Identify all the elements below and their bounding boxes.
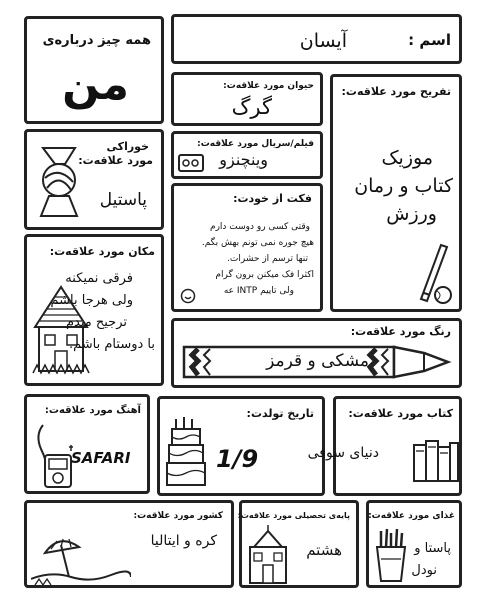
grade-label: پایه‌ی تحصیلی مورد علاقه‌ت: [237,511,350,520]
books-icon [412,439,460,483]
snack-box [24,129,164,230]
fact-line-5: ولی تاییم INTP عه [223,286,294,296]
song-value: SAFARI [71,449,131,467]
smiley-icon [180,288,196,304]
title-box [24,16,164,124]
title-subtitle: همه چیز درباره‌ی [42,33,151,48]
color-box [171,318,462,388]
place-label: مکان مورد علاقه‌ت: [49,245,155,258]
country-value: کره و ایتالیا [150,533,217,549]
food-label: غذای مورد علاقه‌ت: [368,511,455,521]
movie-box [171,131,323,179]
fact-line-2: هیچ جوره نمی تونم بهش بگم. [201,238,314,248]
country-label: کشور مورد علاقه‌ت: [133,511,223,521]
school-icon [246,525,290,587]
animal-label: حیوان مورد علاقه‌ت: [223,81,314,91]
fries-icon [373,527,409,583]
color-value: مشکی و قرمز [266,351,369,371]
birthday-label: تاریخ تولدت: [246,407,314,420]
name-box [171,14,462,64]
country-box [24,500,234,588]
baseball-icon [393,237,457,309]
food-line-1: پاستا و [414,541,451,556]
snack-value: پاستیل [99,190,147,210]
hobby-box [330,74,462,312]
fact-box [171,183,323,312]
title-big: من [62,59,129,110]
grade-value: هشتم [306,541,342,559]
book-value: دنیای سوفی [307,445,379,461]
hobby-line-2: کتاب و رمان [354,175,453,197]
fact-line-4: اکثرا فک میکنن برون گرام [215,270,314,280]
place-line-4: با دوستام باشم. [69,337,155,352]
color-label: رنگ مورد علاقه‌ت: [350,325,451,338]
food-line-2: نودل [411,563,437,578]
beach-icon [31,531,131,587]
place-box [24,234,164,386]
birthday-value: 1/9 [216,445,259,473]
place-line-1: فرقی نمیکنه [65,271,133,286]
fact-line-3: تنها ترسم از حشرات. [227,254,308,264]
birthday-box [157,396,325,496]
place-line-2: ولی هرجا باشم [50,293,133,308]
animal-value: گرگ [231,95,272,119]
book-label: کتاب مورد علاقه‌ت: [348,407,453,420]
fact-label: فکت از خودت: [233,192,312,205]
hobby-line-3: ورزش [386,203,437,225]
song-label: آهنگ مورد علاقه‌ت: [44,405,141,416]
place-line-3: ترجیح میدم [65,315,127,330]
song-box [24,394,150,494]
movie-label: فیلم/سریال مورد علاقه‌ت: [197,139,314,149]
snack-label-line2: مورد علاقه‌ت: [78,154,153,167]
animal-box [171,72,323,126]
snack-label-line1: خوراکی [106,140,149,153]
film-icon [178,152,204,174]
hobby-label: تفریح مورد علاقه‌ت: [341,85,451,98]
fact-line-1: وقتی کسی رو دوست دارم [210,222,310,232]
grade-box [239,500,359,588]
hobby-line-1: موزیک [381,147,433,169]
name-label: اسم : [408,31,451,49]
cake-icon [166,415,208,493]
movie-value: وینچنزو [219,150,268,169]
name-value: آیسان [299,30,347,52]
book-box [307,396,462,496]
candy-icon [35,142,79,220]
food-box [366,500,462,588]
